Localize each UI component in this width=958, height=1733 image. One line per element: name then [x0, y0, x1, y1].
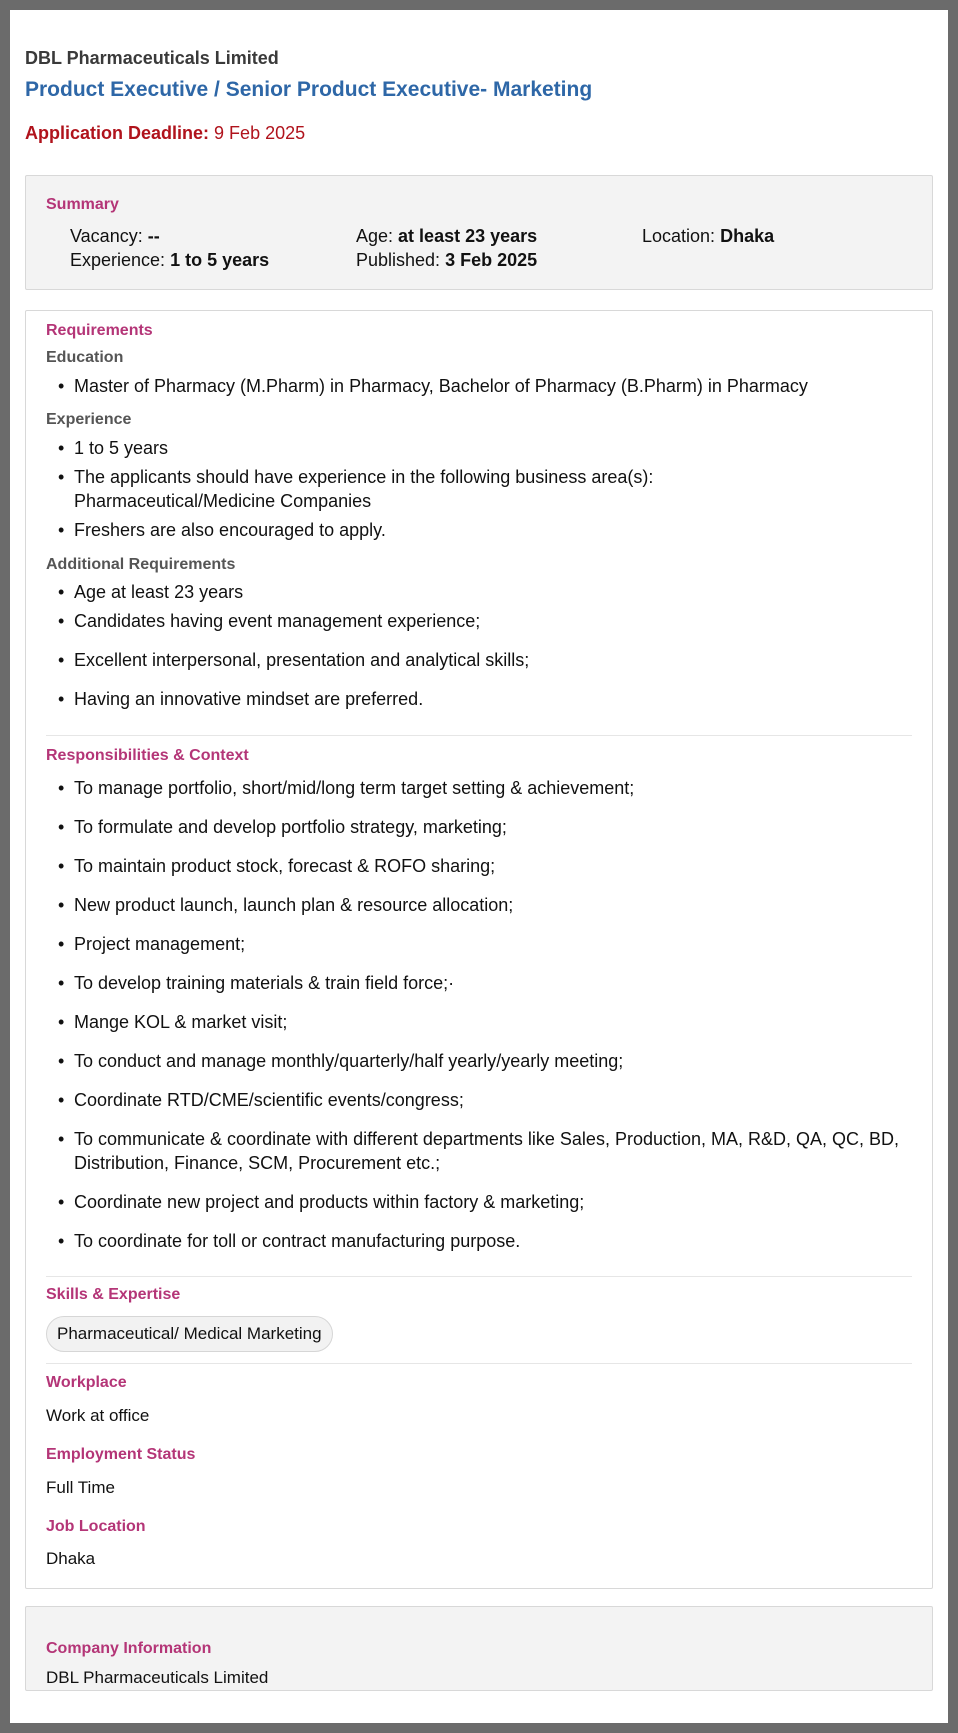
list-item-line: Distribution, Finance, SCM, Procurement etc.; — [74, 1153, 441, 1173]
list-item: • Project management; — [50, 932, 914, 956]
location-label: Location: — [642, 226, 716, 246]
list-item: • Freshers are also encouraged to apply. — [50, 518, 914, 542]
summary-published — [356, 250, 537, 271]
list-item-line: To communicate & coordinate with different departments like Sales, Production, MA, R&D, QA, QC, BD, — [74, 1129, 900, 1149]
list-item: • Excellent interpersonal, presentation and analytical skills; — [50, 648, 914, 672]
list-item — [50, 1127, 914, 1175]
list-item: • To maintain product stock, forecast & ROFO sharing; — [50, 854, 914, 878]
summary-age — [356, 226, 537, 247]
education-title: Education — [46, 349, 124, 366]
job-title: Product Executive / Senior Product Executive- Marketing — [25, 78, 593, 101]
company-information-title: Company Information — [46, 1640, 212, 1657]
list-item: • To formulate and develop portfolio strategy, marketing; — [50, 815, 914, 839]
job-location-title: Job Location — [46, 1518, 146, 1535]
summary-vacancy — [70, 226, 160, 247]
experience-label: Experience: — [70, 250, 166, 270]
workplace-value: Work at office — [46, 1406, 150, 1425]
summary-location — [642, 226, 774, 247]
published-value: 3 Feb 2025 — [445, 250, 538, 270]
company-information-name: DBL Pharmaceuticals Limited — [46, 1668, 269, 1687]
experience-title: Experience — [46, 411, 132, 428]
vacancy-label: Vacancy: — [70, 226, 143, 246]
list-item: • 1 to 5 years — [50, 436, 914, 460]
list-item: • To manage portfolio, short/mid/long term target setting & achievement; — [50, 776, 914, 800]
application-deadline — [25, 123, 305, 144]
list-item: • Coordinate RTD/CME/scientific events/congress; — [50, 1088, 914, 1112]
employment-status-title: Employment Status — [46, 1446, 196, 1463]
list-item: • Mange KOL & market visit; — [50, 1010, 914, 1034]
published-label: Published: — [356, 250, 441, 270]
workplace-title: Workplace — [46, 1374, 127, 1391]
summary-experience — [70, 250, 269, 271]
list-item: • To develop training materials & train field force;· — [50, 971, 914, 995]
location-value: Dhaka — [720, 226, 775, 246]
list-item — [50, 465, 914, 513]
skill-chip[interactable]: Pharmaceutical/ Medical Marketing — [46, 1316, 333, 1352]
list-item: • Coordinate new project and products within factory & marketing; — [50, 1190, 914, 1214]
employment-status-value: Full Time — [46, 1478, 115, 1497]
summary-title: Summary — [46, 196, 119, 213]
age-value: at least 23 years — [398, 226, 538, 246]
list-item: • Master of Pharmacy (M.Pharm) in Pharmacy, Bachelor of Pharmacy (B.Pharm) in Pharmacy — [50, 374, 914, 398]
divider — [46, 1363, 912, 1364]
deadline-value: 9 Feb 2025 — [214, 123, 306, 143]
page-frame — [10, 10, 948, 1723]
responsibilities-title: Responsibilities & Context — [46, 747, 249, 764]
list-item: • New product launch, launch plan & resource allocation; — [50, 893, 914, 917]
summary-panel — [25, 175, 933, 290]
list-item: • Having an innovative mindset are preferred. — [50, 687, 914, 711]
vacancy-value: -- — [147, 226, 160, 246]
additional-requirements-title: Additional Requirements — [46, 556, 236, 573]
list-item: • To conduct and manage monthly/quarterly/half yearly/yearly meeting; — [50, 1049, 914, 1073]
skills-title: Skills & Expertise — [46, 1286, 181, 1303]
deadline-label: Application Deadline: — [25, 123, 210, 143]
company-name[interactable]: DBL Pharmaceuticals Limited — [25, 48, 279, 68]
requirements-title: Requirements — [46, 322, 153, 339]
company-information-panel — [25, 1606, 933, 1691]
requirements-card — [25, 310, 933, 1589]
list-item-line: Pharmaceutical/Medicine Companies — [74, 491, 372, 511]
list-item: • Age at least 23 years — [50, 580, 914, 604]
experience-value: 1 to 5 years — [170, 250, 270, 270]
list-item: • Candidates having event management experience; — [50, 609, 914, 633]
list-item-line: The applicants should have experience in the following business area(s): — [74, 467, 654, 487]
job-location-value: Dhaka — [46, 1549, 96, 1568]
divider — [46, 1276, 912, 1277]
age-label: Age: — [356, 226, 394, 246]
divider — [46, 735, 912, 736]
list-item: • To coordinate for toll or contract manufacturing purpose. — [50, 1229, 914, 1253]
